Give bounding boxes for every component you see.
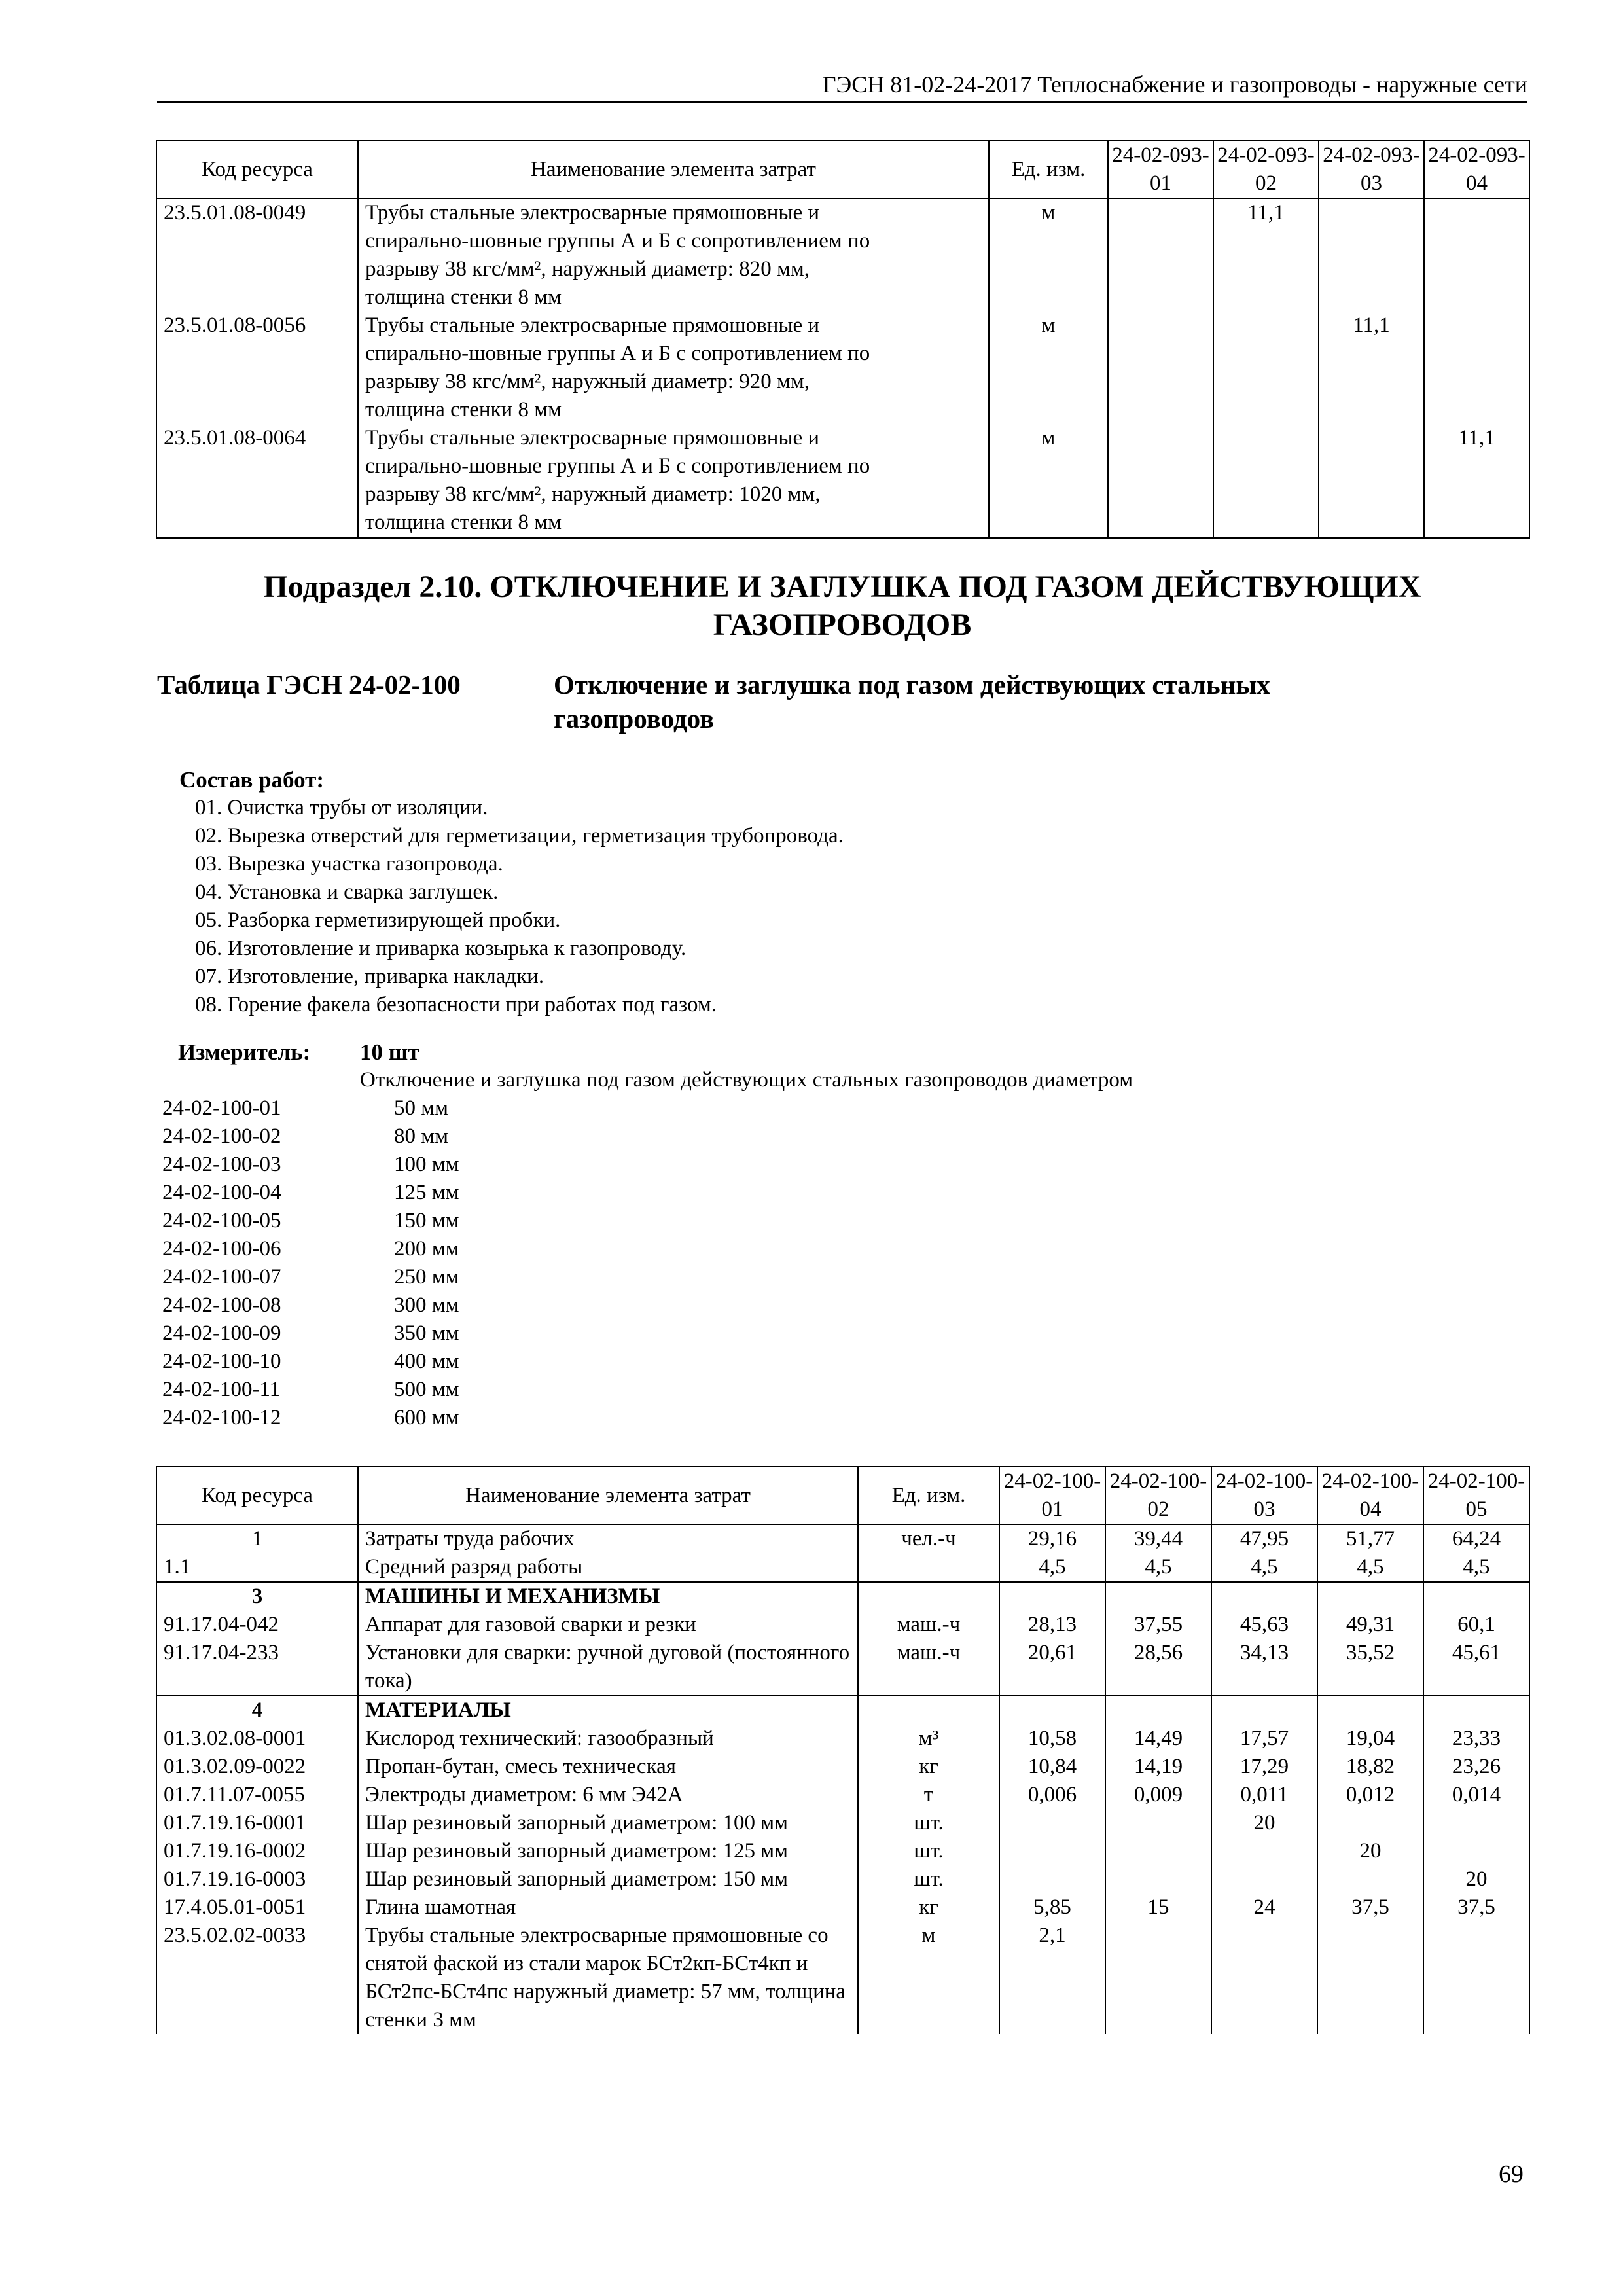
resource-value (999, 1837, 1105, 1865)
table-row (156, 198, 1529, 312)
work-item: 04. Установка и сварка заглушек. (195, 880, 499, 904)
resource-value (1105, 1922, 1211, 2034)
meter-row-diameter: 125 мм (394, 1181, 459, 1204)
resource-code: 23.5.01.08-0049 (156, 198, 358, 312)
work-item: 03. Вырезка участка газопровода. (195, 852, 503, 876)
resource-unit (858, 1553, 999, 1582)
resource-unit: м (989, 312, 1108, 424)
work-item: 07. Изготовление, приварка накладки. (195, 965, 544, 988)
meter-row-code: 24-02-100-02 (162, 1124, 281, 1148)
resource-name (358, 198, 989, 312)
resource-name-line: Трубы стальные электросварные прямошовные и (365, 201, 820, 224)
table-row (156, 1865, 1529, 1893)
resource-value (1423, 1582, 1529, 1611)
resource-code: 3 (156, 1582, 358, 1611)
resource-name: Кислород технический: газообразный (358, 1725, 858, 1753)
resource-unit: чел.-ч (858, 1524, 999, 1553)
resource-value (1317, 1865, 1423, 1893)
work-composition (179, 766, 844, 1019)
meter-row-code: 24-02-100-12 (162, 1406, 281, 1429)
table-row (156, 1611, 1529, 1639)
resource-value (1319, 198, 1424, 312)
resource-name-line: разрыву 38 кгс/мм², наружный диаметр: 1020 мм, (365, 482, 821, 506)
resource-value (1108, 424, 1213, 538)
resource-unit: м³ (858, 1725, 999, 1753)
resource-name-line: спирально-шовные группы А и Б с сопротивлением по (365, 454, 870, 478)
resource-value (1211, 1865, 1317, 1893)
resource-value (1213, 312, 1319, 424)
col-header-093-03: 24-02-093-03 (1319, 141, 1424, 198)
resource-value: 4,5 (1317, 1553, 1423, 1582)
work-item: 08. Горение факела безопасности при работах под газом. (195, 993, 717, 1016)
resource-value: 10,84 (999, 1753, 1105, 1781)
resource-value: 28,56 (1105, 1639, 1211, 1696)
resource-value (1211, 1696, 1317, 1725)
resource-value: 37,5 (1317, 1893, 1423, 1922)
col-header-100-05: 24-02-100-05 (1423, 1467, 1529, 1524)
work-composition-heading: Состав работ: (179, 767, 324, 793)
resource-value: 17,29 (1211, 1753, 1317, 1781)
resource-value: 2,1 (999, 1922, 1105, 2034)
resource-value: 0,014 (1423, 1781, 1529, 1809)
resource-value: 5,85 (999, 1893, 1105, 1922)
resource-value: 4,5 (999, 1553, 1105, 1582)
resource-value: 15 (1105, 1893, 1211, 1922)
resource-value (1105, 1809, 1211, 1837)
resource-value (1105, 1865, 1211, 1893)
table-row (156, 1781, 1529, 1809)
resource-value: 4,5 (1211, 1553, 1317, 1582)
meter-row-diameter: 250 мм (394, 1265, 459, 1289)
table-row (156, 1639, 1529, 1696)
subsection-title (157, 568, 1527, 644)
col-header-093-04: 24-02-093-04 (1424, 141, 1529, 198)
resource-value: 11,1 (1424, 424, 1529, 538)
col-header-093-01: 24-02-093-01 (1108, 141, 1213, 198)
table-row (156, 1524, 1529, 1553)
resource-value (1108, 312, 1213, 424)
resource-value: 24 (1211, 1893, 1317, 1922)
col-header-unit: Ед. изм. (858, 1467, 999, 1524)
table-label: Таблица ГЭСН 24-02-100 (157, 670, 461, 700)
meter-row-diameter: 400 мм (394, 1350, 459, 1373)
resource-value (1319, 424, 1424, 538)
resource-value (999, 1809, 1105, 1837)
resource-name-line: разрыву 38 кгс/мм², наружный диаметр: 920 мм, (365, 370, 810, 393)
table-row (156, 1725, 1529, 1753)
resource-value: 20,61 (999, 1639, 1105, 1696)
resource-name: Трубы стальные электросварные прямошовные со снятой фаской из стали марок БСт2кп-БСт4кп и БСт2пс-БСт4пс наружный диаметр: 57 мм, толщина стенки 3 мм (358, 1922, 858, 2034)
resource-value (999, 1865, 1105, 1893)
col-header-100-04: 24-02-100-04 (1317, 1467, 1423, 1524)
resource-value: 34,13 (1211, 1639, 1317, 1696)
resource-code: 1.1 (156, 1553, 358, 1582)
resource-name-line: толщина стенки 8 мм (365, 398, 562, 422)
resource-value: 47,95 (1211, 1524, 1317, 1553)
resource-value (1424, 198, 1529, 312)
resource-code: 4 (156, 1696, 358, 1725)
resource-name: Глина шамотная (358, 1893, 858, 1922)
resource-value: 14,49 (1105, 1725, 1211, 1753)
resource-value: 0,009 (1105, 1781, 1211, 1809)
resource-value: 4,5 (1105, 1553, 1211, 1582)
resource-value (1213, 424, 1319, 538)
meter-row-code: 24-02-100-07 (162, 1265, 281, 1289)
resource-name-line: Трубы стальные электросварные прямошовные и (365, 426, 820, 450)
resource-code: 01.3.02.09-0022 (156, 1753, 358, 1781)
table-row (156, 1809, 1529, 1837)
resource-value: 10,58 (999, 1725, 1105, 1753)
resource-value: 23,33 (1423, 1725, 1529, 1753)
meter-row-diameter: 80 мм (394, 1124, 449, 1148)
resource-code: 01.3.02.08-0001 (156, 1725, 358, 1753)
resource-value: 11,1 (1213, 198, 1319, 312)
resource-name: МАТЕРИАЛЫ (358, 1696, 858, 1725)
resource-value (1317, 1809, 1423, 1837)
resource-name-line: спирально-шовные группы А и Б с сопротивлением по (365, 229, 870, 253)
table-title (554, 668, 1270, 736)
resource-unit: м (858, 1922, 999, 2034)
resource-value (1317, 1582, 1423, 1611)
meter-row-diameter: 100 мм (394, 1153, 459, 1176)
resource-value (1105, 1696, 1211, 1725)
meter-row-code: 24-02-100-06 (162, 1237, 281, 1261)
resource-value: 20 (1211, 1809, 1317, 1837)
meter-row-code: 24-02-100-03 (162, 1153, 281, 1176)
work-item: 06. Изготовление и приварка козырька к газопроводу. (195, 937, 687, 960)
resource-unit: м (989, 198, 1108, 312)
resource-value: 19,04 (1317, 1725, 1423, 1753)
meter-row-code: 24-02-100-08 (162, 1293, 281, 1317)
resource-value: 18,82 (1317, 1753, 1423, 1781)
resource-table-100 (156, 1466, 1530, 2034)
page-number: 69 (1499, 2161, 1524, 2188)
col-header-100-02: 24-02-100-02 (1105, 1467, 1211, 1524)
resource-unit: м (989, 424, 1108, 538)
meter-description: Отключение и заглушка под газом действующих стальных газопроводов диаметром (360, 1068, 1133, 1092)
resource-name (358, 424, 989, 538)
meter-unit: 10 шт (360, 1039, 419, 1065)
resource-value: 37,55 (1105, 1611, 1211, 1639)
resource-code: 01.7.19.16-0002 (156, 1837, 358, 1865)
resource-value (1423, 1809, 1529, 1837)
resource-unit: шт. (858, 1865, 999, 1893)
resource-value: 51,77 (1317, 1524, 1423, 1553)
resource-table-093 (156, 140, 1530, 539)
resource-name: Шар резиновый запорный диаметром: 100 мм (358, 1809, 858, 1837)
resource-value (999, 1582, 1105, 1611)
resource-code: 1 (156, 1524, 358, 1553)
table-row (156, 1553, 1529, 1582)
subsection-title-line1: Подраздел 2.10. ОТКЛЮЧЕНИЕ И ЗАГЛУШКА ПОД ГАЗОМ ДЕЙСТВУЮЩИХ (263, 569, 1421, 604)
resource-value (1317, 1922, 1423, 2034)
meter-row-diameter: 50 мм (394, 1096, 449, 1120)
resource-name: МАШИНЫ И МЕХАНИЗМЫ (358, 1582, 858, 1611)
resource-code: 01.7.19.16-0001 (156, 1809, 358, 1837)
resource-name: Установки для сварки: ручной дуговой (постоянного тока) (358, 1639, 858, 1696)
col-header-unit: Ед. изм. (989, 141, 1108, 198)
resource-code: 23.5.01.08-0064 (156, 424, 358, 538)
resource-value: 49,31 (1317, 1611, 1423, 1639)
resource-unit: кг (858, 1753, 999, 1781)
col-header-code: Код ресурса (156, 141, 358, 198)
resource-value: 29,16 (999, 1524, 1105, 1553)
meter-row-code: 24-02-100-01 (162, 1096, 281, 1120)
resource-code: 01.7.19.16-0003 (156, 1865, 358, 1893)
meter-row-diameter: 500 мм (394, 1378, 459, 1401)
table-title-line1: Отключение и заглушка под газом действующих стальных (554, 670, 1270, 700)
resource-value (1423, 1922, 1529, 2034)
table-row (156, 424, 1529, 538)
table-row (156, 1893, 1529, 1922)
resource-code: 91.17.04-233 (156, 1639, 358, 1696)
col-header-100-01: 24-02-100-01 (999, 1467, 1105, 1524)
col-header-name: Наименование элемента затрат (358, 1467, 858, 1524)
resource-name-line: толщина стенки 8 мм (365, 285, 562, 309)
table-row (156, 1837, 1529, 1865)
meter-row-code: 24-02-100-05 (162, 1209, 281, 1232)
resource-unit: маш.-ч (858, 1639, 999, 1696)
resource-value (1105, 1837, 1211, 1865)
col-header-093-02: 24-02-093-02 (1213, 141, 1319, 198)
col-header-100-03: 24-02-100-03 (1211, 1467, 1317, 1524)
resource-name-line: толщина стенки 8 мм (365, 511, 562, 534)
resource-code: 23.5.01.08-0056 (156, 312, 358, 424)
resource-value: 0,006 (999, 1781, 1105, 1809)
resource-value: 4,5 (1423, 1553, 1529, 1582)
resource-value: 39,44 (1105, 1524, 1211, 1553)
resource-name: Шар резиновый запорный диаметром: 125 мм (358, 1837, 858, 1865)
resource-name: Электроды диаметром: 6 мм Э42А (358, 1781, 858, 1809)
resource-value (1211, 1582, 1317, 1611)
meter-row-code: 24-02-100-11 (162, 1378, 281, 1401)
resource-name-line: Трубы стальные электросварные прямошовные и (365, 314, 820, 337)
resource-value: 20 (1423, 1865, 1529, 1893)
resource-value: 0,011 (1211, 1781, 1317, 1809)
resource-unit: маш.-ч (858, 1611, 999, 1639)
col-header-code: Код ресурса (156, 1467, 358, 1524)
resource-value: 11,1 (1319, 312, 1424, 424)
page-header: ГЭСН 81-02-24-2017 Теплоснабжение и газопроводы - наружные сети (157, 68, 1527, 103)
subsection-title-line2: ГАЗОПРОВОДОВ (713, 607, 972, 642)
meter-label: Измеритель: (178, 1039, 311, 1065)
meter-row-code: 24-02-100-09 (162, 1321, 281, 1345)
meter-row-diameter: 600 мм (394, 1406, 459, 1429)
resource-value (1317, 1696, 1423, 1725)
meter-row-diameter: 200 мм (394, 1237, 459, 1261)
work-item: 01. Очистка трубы от изоляции. (195, 796, 488, 819)
resource-value (1423, 1696, 1529, 1725)
resource-value: 20 (1317, 1837, 1423, 1865)
resource-name: Шар резиновый запорный диаметром: 150 мм (358, 1865, 858, 1893)
resource-code: 01.7.11.07-0055 (156, 1781, 358, 1809)
resource-value: 28,13 (999, 1611, 1105, 1639)
resource-code: 23.5.02.02-0033 (156, 1922, 358, 2034)
resource-name: Пропан-бутан, смесь техническая (358, 1753, 858, 1781)
resource-value: 14,19 (1105, 1753, 1211, 1781)
meter-row-diameter: 300 мм (394, 1293, 459, 1317)
meter-row-diameter: 350 мм (394, 1321, 459, 1345)
col-header-name: Наименование элемента затрат (358, 141, 989, 198)
resource-value: 0,012 (1317, 1781, 1423, 1809)
meter-row-code: 24-02-100-10 (162, 1350, 281, 1373)
resource-name: Аппарат для газовой сварки и резки (358, 1611, 858, 1639)
meter-row-code: 24-02-100-04 (162, 1181, 281, 1204)
resource-name: Затраты труда рабочих (358, 1524, 858, 1553)
resource-code: 91.17.04-042 (156, 1611, 358, 1639)
work-item: 05. Разборка герметизирующей пробки. (195, 908, 561, 932)
resource-value (1424, 312, 1529, 424)
resource-unit: шт. (858, 1837, 999, 1865)
resource-unit (858, 1696, 999, 1725)
resource-value (1108, 198, 1213, 312)
table-row (156, 312, 1529, 424)
table-row (156, 1922, 1529, 2034)
resource-unit (858, 1582, 999, 1611)
resource-name-line: спирально-шовные группы А и Б с сопротивлением по (365, 342, 870, 365)
meter-row-diameter: 150 мм (394, 1209, 459, 1232)
resource-unit: т (858, 1781, 999, 1809)
resource-value (1211, 1837, 1317, 1865)
table-title-line2: газопроводов (554, 704, 715, 734)
resource-value: 23,26 (1423, 1753, 1529, 1781)
resource-value (1423, 1837, 1529, 1865)
resource-name: Средний разряд работы (358, 1553, 858, 1582)
resource-value: 64,24 (1423, 1524, 1529, 1553)
resource-value: 60,1 (1423, 1611, 1529, 1639)
table-row (156, 1582, 1529, 1611)
resource-name-line: разрыву 38 кгс/мм², наружный диаметр: 820 мм, (365, 257, 810, 281)
table-row (156, 1753, 1529, 1781)
resource-value: 17,57 (1211, 1725, 1317, 1753)
work-item: 02. Вырезка отверстий для герметизации, герметизация трубопровода. (195, 824, 844, 848)
resource-value: 37,5 (1423, 1893, 1529, 1922)
resource-code: 17.4.05.01-0051 (156, 1893, 358, 1922)
resource-value (1105, 1582, 1211, 1611)
resource-unit: кг (858, 1893, 999, 1922)
resource-value (999, 1696, 1105, 1725)
resource-name (358, 312, 989, 424)
resource-value: 35,52 (1317, 1639, 1423, 1696)
resource-value (1211, 1922, 1317, 2034)
table-row (156, 1696, 1529, 1725)
resource-value: 45,61 (1423, 1639, 1529, 1696)
resource-value: 45,63 (1211, 1611, 1317, 1639)
resource-unit: шт. (858, 1809, 999, 1837)
